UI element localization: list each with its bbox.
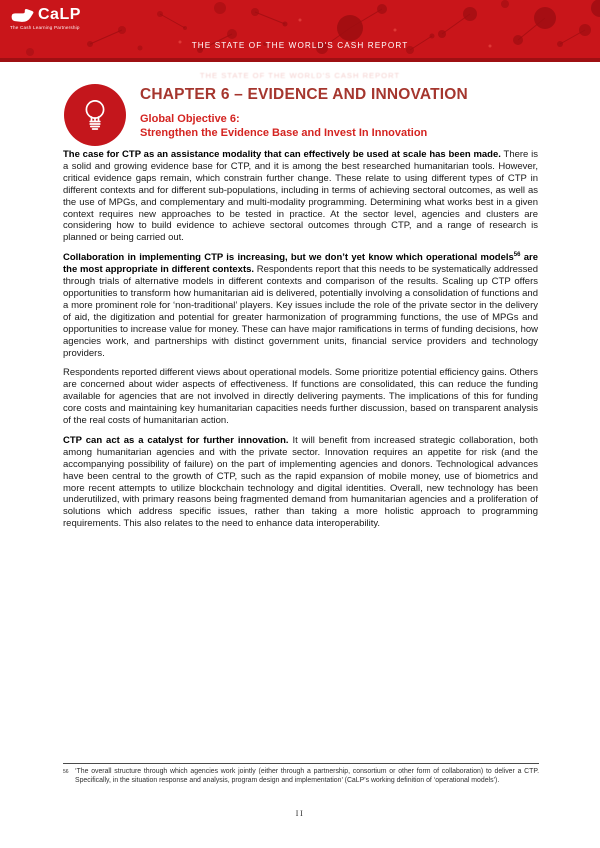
paragraph-4-lead: CTP can act as a catalyst for further innovation. — [63, 434, 289, 446]
paragraph-4 — [63, 435, 538, 530]
objective-subtitle: Strengthen the Evidence Base and Invest In Innovation — [140, 126, 428, 139]
paragraph-2 — [63, 252, 538, 359]
header-band — [0, 0, 600, 62]
calp-logo — [10, 6, 81, 30]
paragraph-1 — [63, 149, 538, 244]
paragraph-1-lead: The case for CTP as an assistance modality that can effectively be used at scale has been made. — [63, 149, 501, 160]
footnote-reference-56: 56 — [513, 252, 521, 259]
paragraph-3-body: Respondents reported different views about operational models. Some prioritize potential efficiency gains. Others are concerned about wider aspects of effectiveness. If functions are consolidated, this can reduce the funding available for agencies that are not involved in directly delivering payments. The implications of this for funding core costs and maintaining key humanitarian capacities needs further discussion, based on transparent analysis of the real costs of humanitarian action. — [63, 367, 538, 427]
footnote-text: ‘The overall structure through which agencies work jointly (either through a partnership, consortium or other form of collaboration) to deliver a CTP. Specifically, in the situation response and analysis, program design and implementation’ (CaLP’s working definition of ‘operational models’). — [75, 768, 539, 784]
objective-heading: Global Objective 6: — [140, 113, 240, 125]
paragraph-1-body: There is a solid and growing evidence base for CTP, and it is among the best researched humanitarian tools. However, critical evidence gaps remain, which constrain further change. These relate to using different types of CTP in different contexts and for different sub-populations, including in terms of achieving sectoral outcomes, as well as the use of MPGs, and complementary and multi-modality programming. Determining what works best in a given context requires new approaches to be tested in practice. At the sector level, agencies and clusters are considering how to build evidence to achieve sectoral outcomes through CTP, and a range of research is planned or being carried out. — [63, 149, 538, 244]
paragraph-3 — [63, 367, 538, 427]
logo-tagline: The Cash Learning Partnership — [10, 25, 80, 30]
paragraph-2-body: Respondents report that this needs to be systematically addressed through trials of alternative models in different contexts and comparison of the results. Scaling up CTP offers opportunities to transform how humanitarian aid is delivered, potentially involving a consolidation of functions and a more prominent role for ‘non-traditional’ players. Key issues include the role of the private sector in the delivery of aid, the digitization and potential for greater harmonization of programming functions, the use of MPGs and opportunities to increase value for money. These can have major ramifications in terms of funding decisions, how agencies work, and partnerships with distinct government units, financial service providers and technology providers. — [63, 264, 538, 359]
chapter-title: CHAPTER 6 – EVIDENCE AND INNOVATION — [140, 86, 468, 103]
page-number: II — [295, 808, 305, 818]
bleedthrough-ghost-title: THE STATE OF THE WORLD'S CASH REPORT — [199, 71, 401, 80]
paragraph-2-lead-text: Collaboration in implementing CTP is increasing, but we don’t yet know which operational models — [63, 252, 514, 264]
body-text — [63, 149, 538, 538]
report-title: THE STATE OF THE WORLD'S CASH REPORT — [191, 41, 409, 50]
paragraph-2-lead-end: are the most appropriate in different contexts. — [63, 252, 538, 276]
hand-icon — [10, 6, 34, 24]
footnote-number: 56 — [63, 769, 69, 775]
lightbulb-icon — [64, 84, 126, 146]
paragraph-4-body: It will benefit from increased strategic collaboration, both among humanitarian agencies and with the private sector. Innovation requires an appetite for risk (and the accompanying possibility of failure) on the part of implementing agencies and donors. Technological advances have been central to the growth of CTP, such as the rapid expansion of mobile money, use of biometrics and more recent attempts to utilize blockchain technology and digital identities. Overall, new technology has been underutilized, with primary reasons being fragmented demand from humanitarian agencies and a proliferation of solutions which address specific issues, rather than taking a more holistic approach to programming requirements. This also relates to the need to enhance data interoperability. — [63, 434, 539, 530]
chapter-heading-block — [64, 84, 468, 146]
footnote — [63, 763, 539, 785]
logo-wordmark: CaLP — [38, 6, 81, 23]
